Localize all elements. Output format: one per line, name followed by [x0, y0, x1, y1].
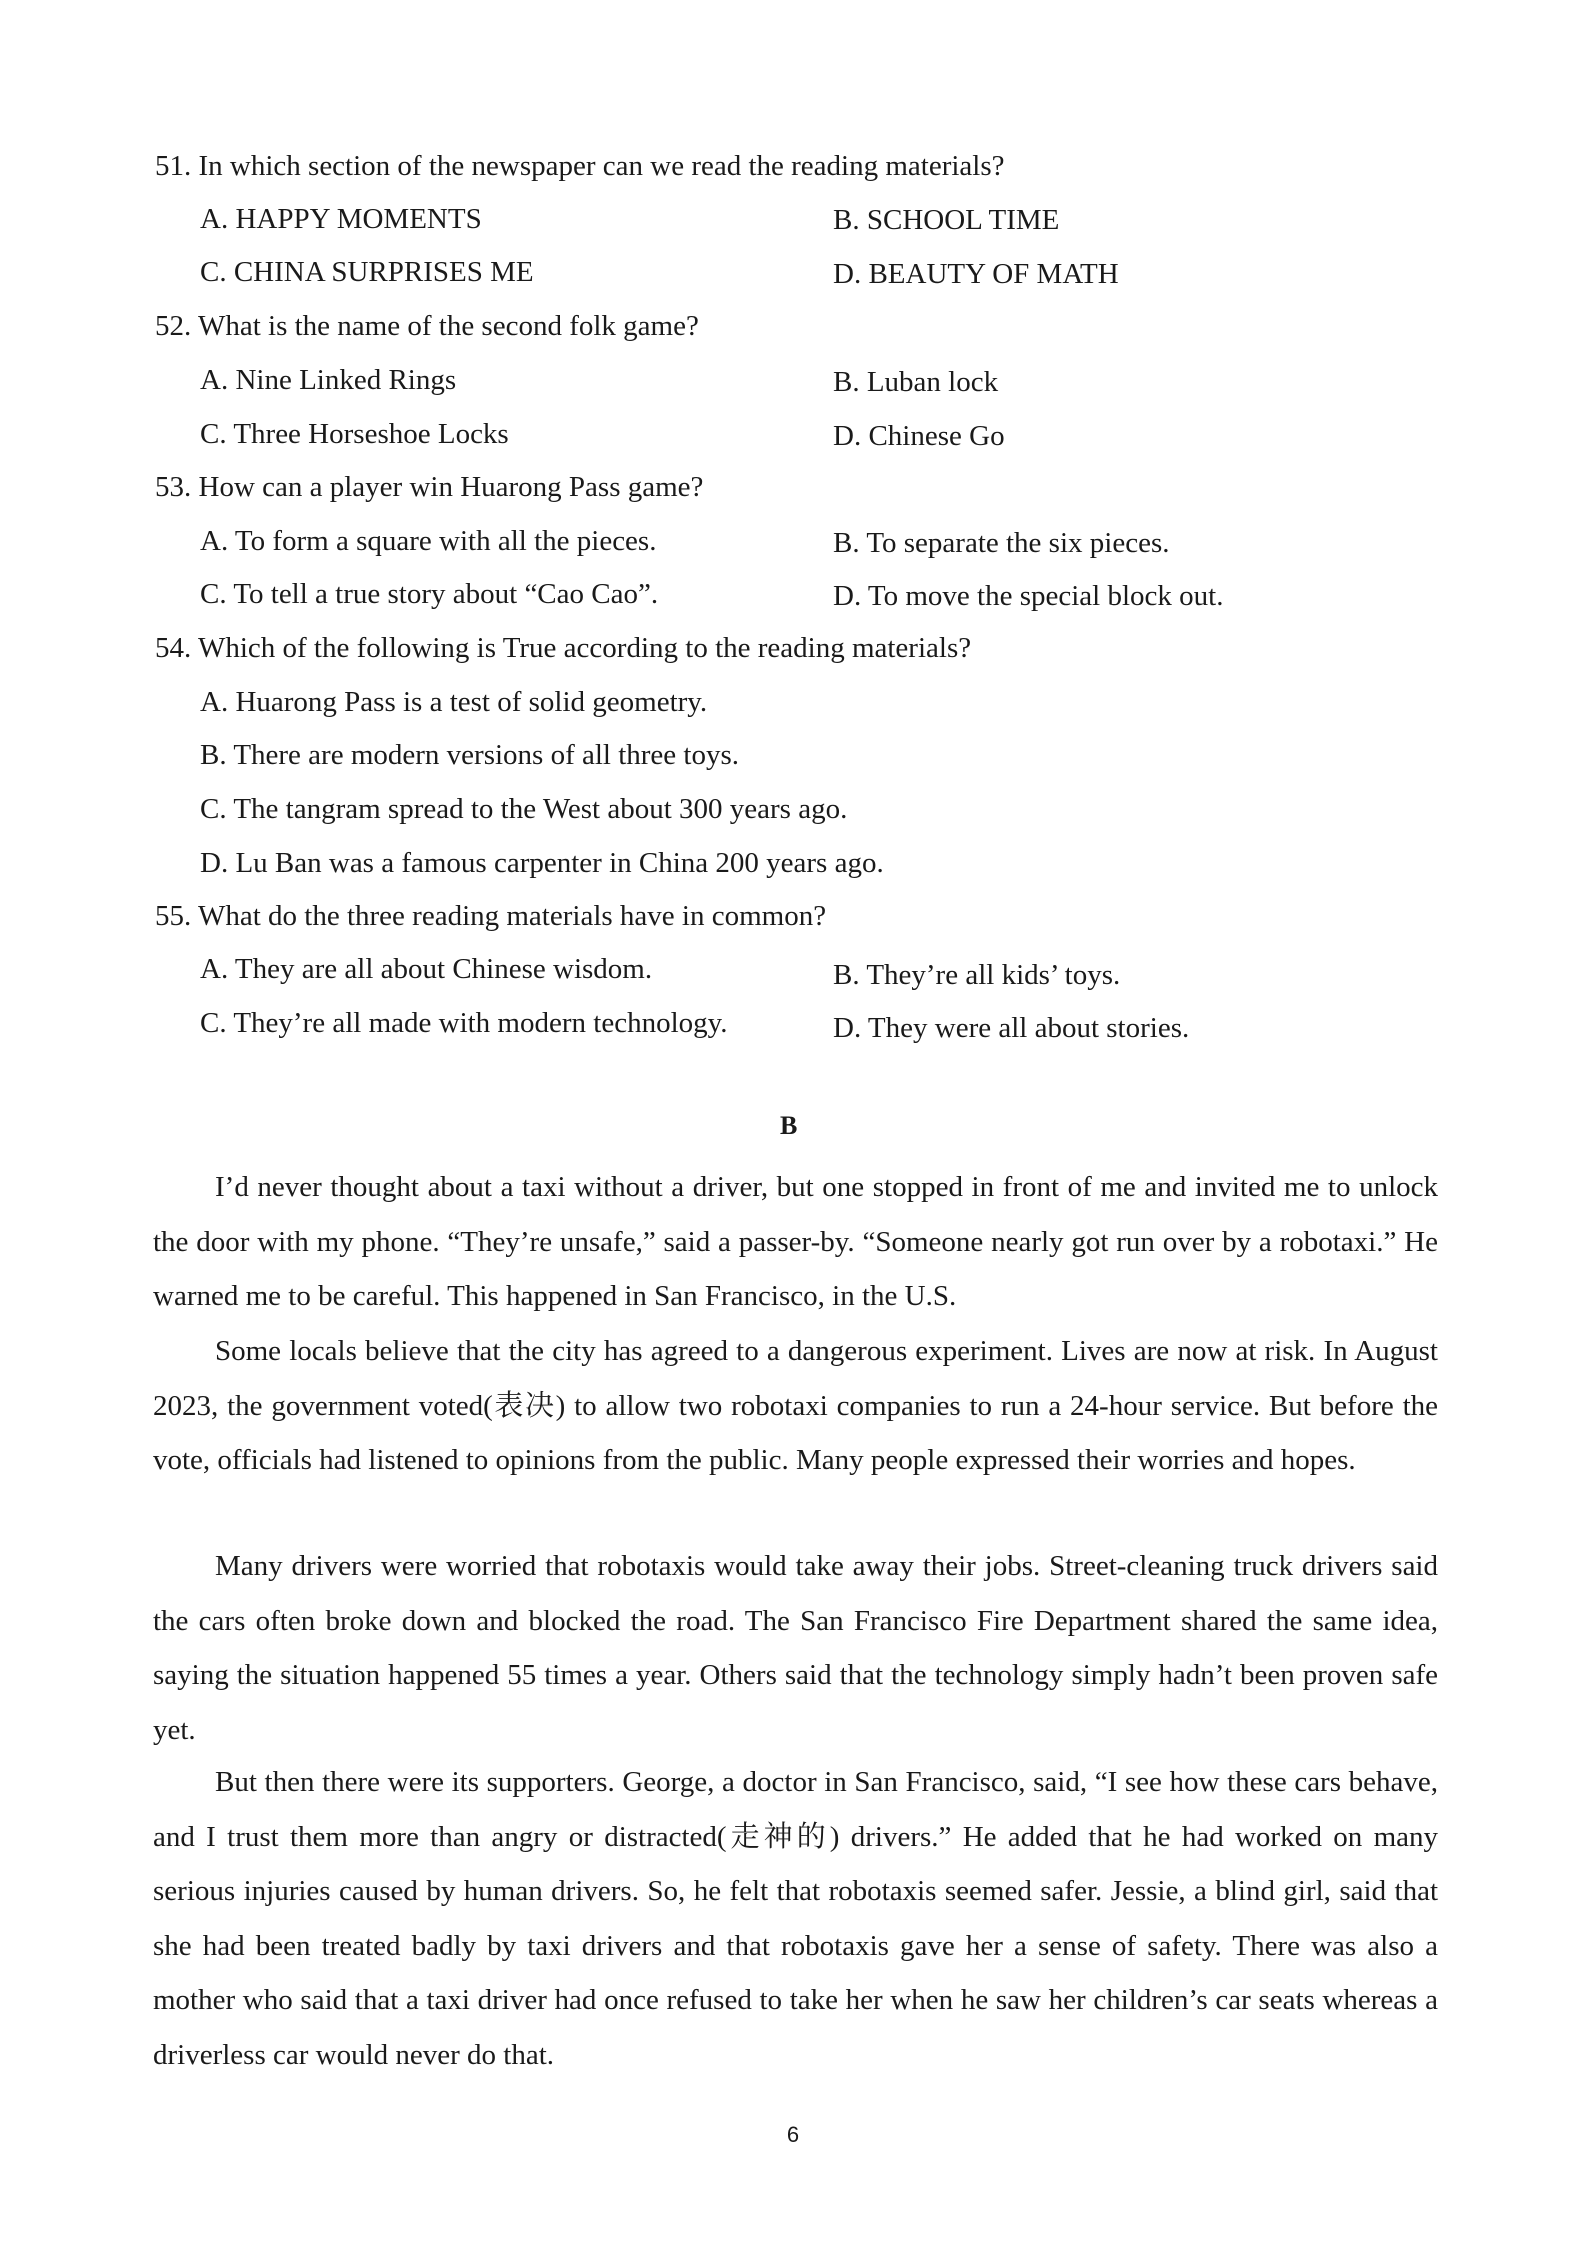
question-53-option-b: B. To separate the six pieces. [833, 527, 1170, 559]
question-52-option-a: A. Nine Linked Rings [200, 364, 457, 396]
question-53-option-a: A. To form a square with all the pieces. [200, 525, 657, 557]
question-52-stem: 52. What is the name of the second folk game? [155, 310, 699, 342]
question-52-option-d: D. Chinese Go [833, 420, 1005, 452]
question-55-option-b: B. They’re all kids’ toys. [833, 959, 1121, 991]
question-55-option-c: C. They’re all made with modern technology. [200, 1007, 728, 1039]
section-b-heading: B [780, 1111, 798, 1140]
question-55-stem: 55. What do the three reading materials have in common? [155, 900, 827, 932]
question-51-option-a: A. HAPPY MOMENTS [200, 203, 482, 235]
page-number: 6 [786, 2122, 800, 2147]
question-55-option-a: A. They are all about Chinese wisdom. [200, 953, 653, 985]
question-54-option-a: A. Huarong Pass is a test of solid geometry. [200, 686, 708, 718]
question-55-option-d: D. They were all about stories. [833, 1012, 1190, 1044]
passage-paragraph-1: I’d never thought about a taxi without a driver, but one stopped in front of me and invited me to unlock the door with my phone. “They’re unsafe,” said a passer-by. “Someone nearly got run over by a robotaxi.” He warned me to be careful. This happened in San Francisco, in the U.S. [153, 1171, 1438, 1312]
question-54-option-b: B. There are modern versions of all three toys. [200, 739, 740, 771]
passage-paragraph-4: But then there were its supporters. George, a doctor in San Francisco, said, “I see how these cars behave, and I trust them more than angry or distracted(走神的) drivers.” He added that he had worked on many serious injuries caused by human drivers. So, he felt that robotaxis seemed safer. Jessie, a blind girl, said that she had been treated badly by taxi drivers and that robotaxis gave her a sense of safety. There was also a mother who said that a taxi driver had once refused to take her when he saw her children’s car seats whereas a driverless car would never do that. [153, 1766, 1438, 2071]
question-51-stem: 51. In which section of the newspaper can we read the reading materials? [155, 150, 1005, 182]
question-53-option-c: C. To tell a true story about “Cao Cao”. [200, 578, 659, 610]
question-52-option-b: B. Luban lock [833, 366, 999, 398]
question-53-option-d: D. To move the special block out. [833, 580, 1224, 612]
question-54-option-d: D. Lu Ban was a famous carpenter in China 200 years ago. [200, 847, 884, 879]
question-54-stem: 54. Which of the following is True according to the reading materials? [155, 632, 972, 664]
question-53-stem: 53. How can a player win Huarong Pass game? [155, 471, 704, 503]
question-51-option-b: B. SCHOOL TIME [833, 204, 1060, 236]
question-51-option-d: D. BEAUTY OF MATH [833, 258, 1119, 290]
question-51-option-c: C. CHINA SURPRISES ME [200, 256, 534, 288]
passage-paragraph-2: Some locals believe that the city has agreed to a dangerous experiment. Lives are now at risk. In August 2023, the government voted(表决) to allow two robotaxi companies to run a 24-hour service. But before the vote, officials had listened to opinions from the public. Many people expressed their worries and hopes. [153, 1335, 1438, 1476]
passage-paragraph-3: Many drivers were worried that robotaxis would take away their jobs. Street-cleaning truck drivers said the cars often broke down and blocked the road. The San Francisco Fire Department shared the same idea, saying the situation happened 55 times a year. Others said that the technology simply hadn’t been proven safe yet. [153, 1550, 1438, 1746]
question-52-option-c: C. Three Horseshoe Locks [200, 418, 509, 450]
question-54-option-c: C. The tangram spread to the West about 300 years ago. [200, 793, 848, 825]
